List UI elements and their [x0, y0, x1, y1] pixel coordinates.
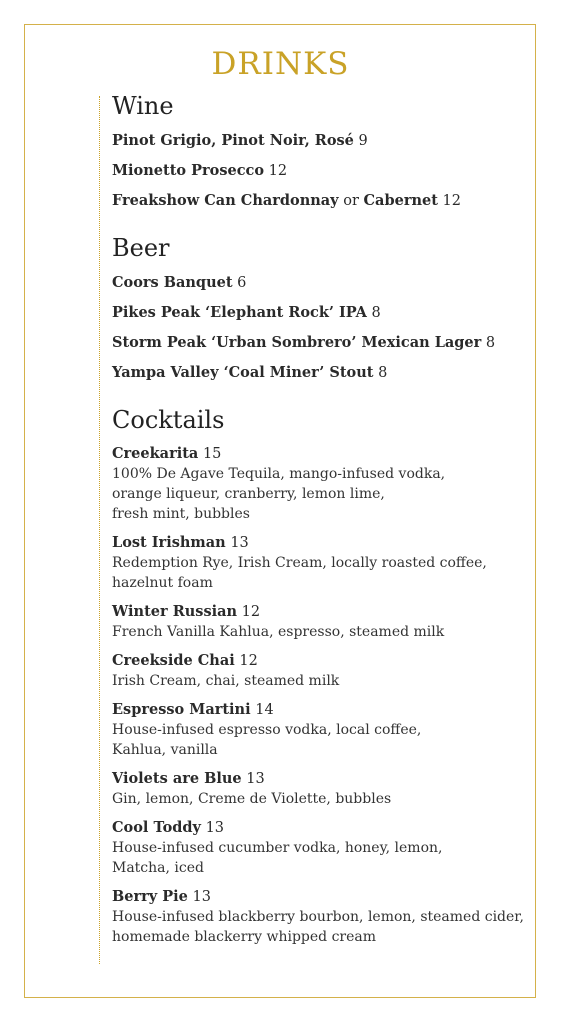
item-name: Mionetto Prosecco — [112, 162, 265, 179]
menu-content — [112, 90, 532, 967]
cocktail-header — [112, 700, 532, 720]
list-item — [112, 444, 532, 524]
list-item — [112, 160, 532, 182]
cocktail-header — [112, 602, 532, 622]
item-name: Creekside Chai — [112, 652, 235, 669]
item-price: 12 — [268, 163, 288, 179]
item-price: 8 — [378, 365, 388, 381]
list-item — [112, 887, 532, 947]
description-line: orange liqueur, cranberry, lemon lime, — [112, 486, 385, 502]
item-name: Yampa Valley ‘Coal Miner’ Stout — [112, 364, 374, 381]
wine-heading: Wine — [112, 92, 174, 120]
list-item — [112, 130, 532, 152]
item-price: 13 — [205, 820, 225, 836]
item-description — [112, 622, 532, 642]
list-item — [112, 769, 532, 809]
item-price: 13 — [246, 771, 265, 787]
description-line: hazelnut foam — [112, 575, 213, 591]
list-item — [112, 272, 532, 294]
menu-title: DRINKS — [211, 46, 350, 82]
cocktail-header — [112, 533, 532, 553]
item-description — [112, 838, 532, 878]
list-item — [112, 533, 532, 593]
list-item — [112, 302, 532, 324]
item-price: 13 — [192, 889, 211, 905]
item-name: Storm Peak ‘Urban Sombrero’ Mexican Lager — [112, 334, 482, 351]
beer-heading: Beer — [112, 234, 170, 262]
cocktail-list — [112, 444, 532, 947]
description-line: House-infused espresso vodka, local coffee, — [112, 722, 422, 738]
item-name: Espresso Martini — [112, 701, 251, 718]
item-name: Creekarita — [112, 445, 199, 462]
cocktail-header — [112, 818, 532, 838]
item-price: 12 — [442, 193, 461, 209]
item-description — [112, 464, 532, 524]
description-line: Gin, lemon, Creme de Violette, bubbles — [112, 791, 392, 807]
description-line: Matcha, iced — [112, 860, 204, 876]
item-price: 8 — [485, 335, 496, 351]
item-name: Berry Pie — [112, 888, 188, 905]
description-line: House-infused cucumber vodka, honey, lemon, — [112, 840, 443, 856]
item-name: Pinot Grigio, Pinot Noir, Rosé — [112, 132, 354, 149]
dotted-divider — [99, 96, 100, 964]
cocktail-header — [112, 887, 532, 907]
item-price: 9 — [358, 133, 368, 149]
item-price: 12 — [239, 653, 258, 669]
cocktail-header — [112, 651, 532, 671]
item-name: Coors Banquet — [112, 274, 233, 291]
cocktails-heading: Cocktails — [112, 406, 225, 434]
item-connector: or — [343, 193, 359, 209]
item-price: 6 — [237, 275, 247, 291]
description-line: 100% De Agave Tequila, mango-infused vodka, — [112, 466, 446, 482]
description-line: French Vanilla Kahlua, espresso, steamed milk — [112, 624, 445, 640]
list-item — [112, 190, 532, 212]
list-item — [112, 332, 532, 354]
item-name-alt: Cabernet — [363, 192, 438, 209]
cocktail-header — [112, 444, 532, 464]
item-description — [112, 671, 532, 691]
description-line: Kahlua, vanilla — [112, 742, 218, 758]
item-name: Violets are Blue — [112, 770, 242, 787]
item-price: 15 — [202, 446, 222, 462]
list-item — [112, 602, 532, 642]
list-item — [112, 362, 532, 384]
item-name: Pikes Peak ‘Elephant Rock’ IPA — [112, 304, 367, 321]
description-line: Irish Cream, chai, steamed milk — [112, 673, 340, 689]
item-name: Winter Russian — [112, 603, 238, 620]
item-description — [112, 907, 532, 947]
item-price: 14 — [255, 702, 274, 718]
item-price: 13 — [230, 535, 249, 551]
item-description — [112, 789, 532, 809]
list-item — [112, 818, 532, 878]
item-description — [112, 553, 532, 593]
description-line: Redemption Rye, Irish Cream, locally roasted coffee, — [112, 555, 487, 571]
beer-section — [112, 232, 532, 384]
description-line: House-infused blackberry bourbon, lemon, steamed cider, — [112, 909, 524, 925]
list-item — [112, 651, 532, 691]
list-item — [112, 700, 532, 760]
item-description — [112, 720, 532, 760]
cocktail-header — [112, 769, 532, 789]
item-name: Lost Irishman — [112, 534, 226, 551]
item-price: 8 — [371, 305, 381, 321]
item-name: Cool Toddy — [112, 819, 201, 836]
item-price: 12 — [241, 604, 261, 620]
item-name: Freakshow Can Chardonnay — [112, 192, 339, 209]
description-line: fresh mint, bubbles — [112, 506, 250, 522]
cocktails-section — [112, 404, 532, 947]
wine-section — [112, 90, 532, 212]
description-line: homemade blackerry whipped cream — [112, 929, 377, 945]
